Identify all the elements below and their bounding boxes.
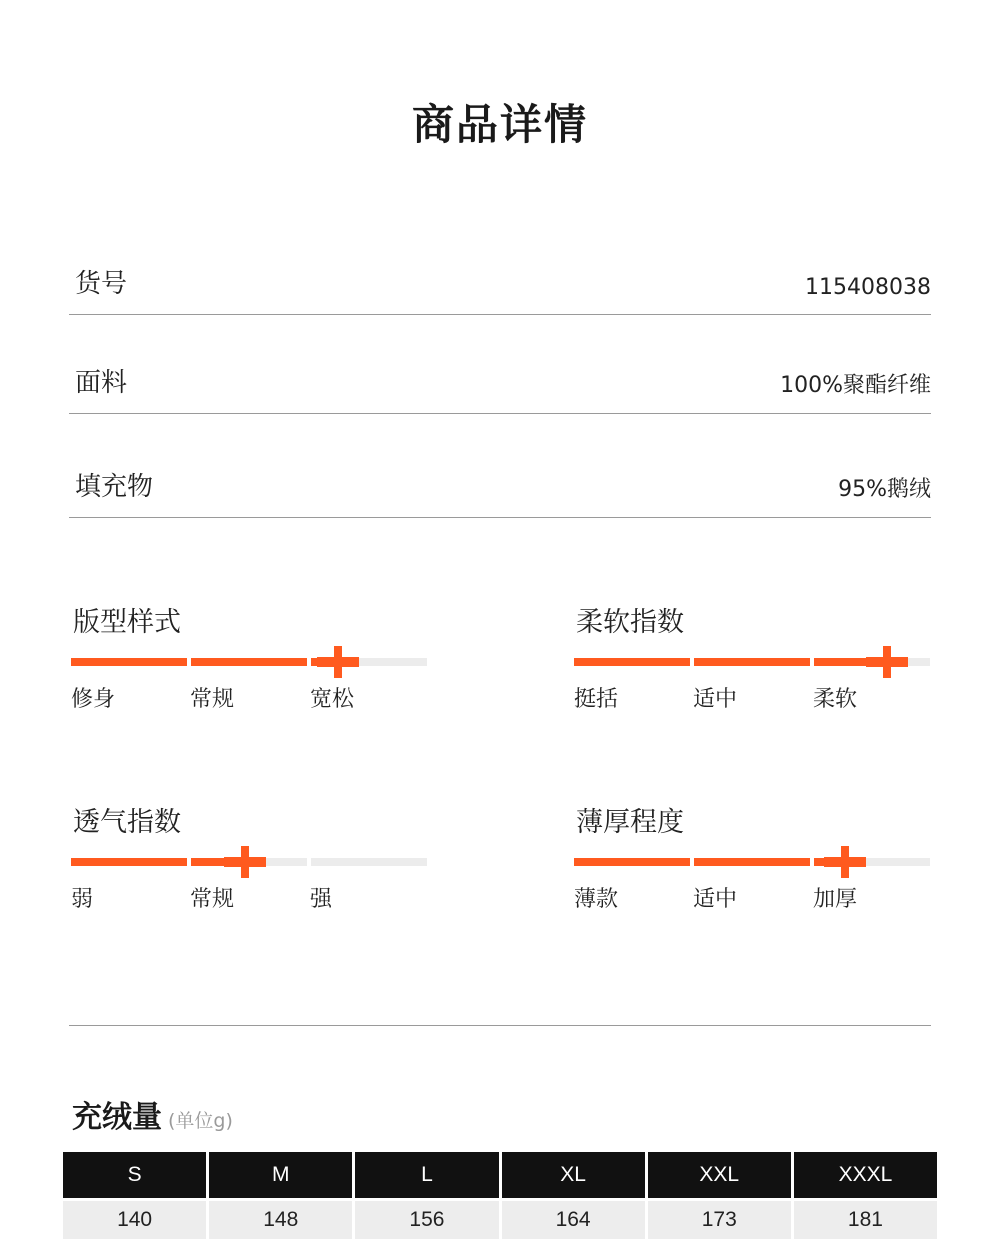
scale-softness: [574, 600, 932, 720]
scale-marker: [334, 646, 342, 678]
scale-segment-fill: [694, 858, 810, 866]
fill-value-row: [63, 1201, 937, 1239]
scale-label-low: 修身: [71, 687, 116, 712]
size-header-cell: S: [63, 1152, 206, 1198]
scale-title: 透气指数: [73, 807, 181, 838]
scale-label-low: 薄款: [574, 887, 619, 912]
spec-value: 115408038: [805, 275, 931, 300]
scale-segment-fill: [574, 858, 690, 866]
scale-title: 柔软指数: [576, 607, 684, 638]
scale-label-mid: 常规: [190, 687, 235, 712]
section-divider: [69, 1025, 931, 1026]
scale-segment-fill: [694, 658, 810, 666]
scale-track: [574, 658, 930, 666]
fill-value-cell: 181: [794, 1201, 937, 1239]
fill-value-cell: 140: [63, 1201, 206, 1239]
size-header-cell: XXXL: [794, 1152, 937, 1198]
scale-label-mid: 适中: [693, 687, 738, 712]
size-header-cell: XXL: [648, 1152, 791, 1198]
scale-label-high: 加厚: [813, 887, 858, 912]
scale-track: [71, 658, 427, 666]
size-header-cell: M: [209, 1152, 352, 1198]
scale-marker: [841, 846, 849, 878]
page-title: 商品详情: [411, 100, 588, 149]
spec-value: 100%聚酯纤维: [780, 373, 931, 398]
scale-title: 薄厚程度: [576, 807, 684, 838]
fill-amount-title: 充绒量: [72, 1100, 162, 1135]
scale-track: [574, 858, 930, 866]
spec-row-filling: [69, 417, 931, 518]
spec-row-fabric: [69, 313, 931, 414]
scale-segment-fill: [191, 658, 307, 666]
scale-segment: [574, 858, 690, 866]
scale-segment: [694, 858, 810, 866]
scale-track: [71, 858, 427, 866]
scale-label-high: 宽松: [310, 687, 355, 712]
size-header-cell: L: [355, 1152, 498, 1198]
scale-thickness: [574, 800, 932, 920]
spec-label: 填充物: [75, 472, 154, 502]
scale-segment: [574, 658, 690, 666]
size-header-row: [63, 1152, 937, 1198]
scale-label-low: 弱: [71, 887, 94, 912]
scale-segment: [694, 658, 810, 666]
scale-label-high: 强: [310, 887, 333, 912]
fill-value-cell: 148: [209, 1201, 352, 1239]
fill-value-cell: 173: [648, 1201, 791, 1239]
fill-amount-table: [63, 1152, 937, 1239]
scale-fit: [71, 600, 429, 720]
spec-label: 面料: [75, 368, 128, 398]
spec-label: 货号: [75, 269, 128, 299]
fill-value-cell: 156: [355, 1201, 498, 1239]
fill-amount-unit: (单位g): [168, 1110, 233, 1132]
scale-label-mid: 常规: [190, 887, 235, 912]
fill-value-cell: 164: [502, 1201, 645, 1239]
scale-segment: [191, 658, 307, 666]
scale-label-high: 柔软: [813, 687, 858, 712]
scale-segment: [71, 658, 187, 666]
scale-segment-fill: [71, 858, 187, 866]
spec-value: 95%鹅绒: [838, 477, 931, 502]
scale-label-mid: 适中: [693, 887, 738, 912]
spec-row-item-number: [69, 214, 931, 315]
scale-title: 版型样式: [73, 607, 181, 638]
scale-segment-fill: [574, 658, 690, 666]
scale-segment: [311, 858, 427, 866]
scale-marker: [883, 646, 891, 678]
scale-label-low: 挺括: [574, 687, 619, 712]
size-header-cell: XL: [502, 1152, 645, 1198]
scale-segment: [71, 858, 187, 866]
scale-segment-fill: [71, 658, 187, 666]
scale-breathability: [71, 800, 429, 920]
fill-amount-heading: [72, 1092, 233, 1136]
scale-marker: [241, 846, 249, 878]
